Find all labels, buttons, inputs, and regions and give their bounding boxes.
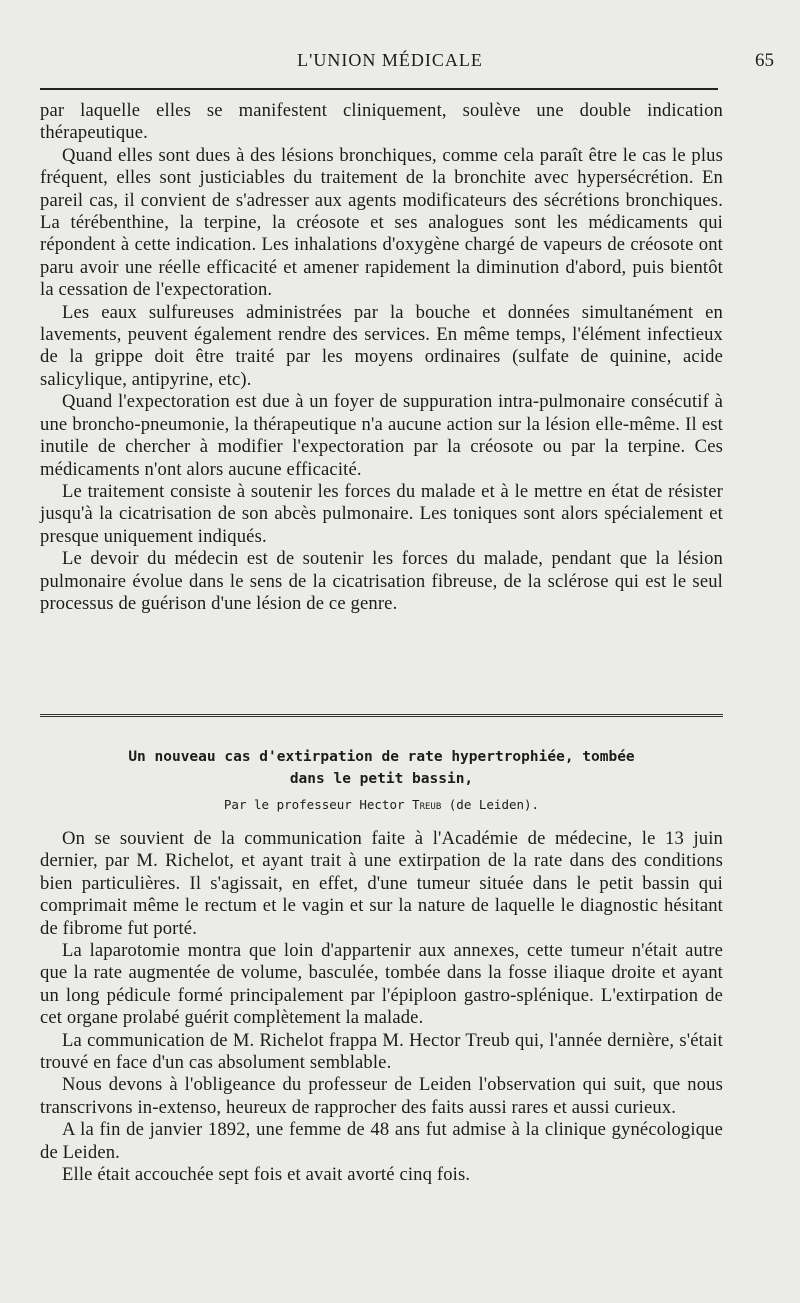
byline-prefix: Par le professeur Hector: [223, 797, 413, 812]
article-title-line-2: dans le petit bassin,: [289, 771, 474, 787]
journal-title: L'UNION MÉDICALE: [297, 50, 483, 70]
author-name: Treub: [412, 797, 442, 812]
running-header: [40, 50, 774, 74]
article-title-line-1: Un nouveau cas d'extirpation de rate hypertrophiée, tombée: [128, 749, 635, 765]
paragraph: Quand elles sont dues à des lésions bronchiques, comme cela paraît être le cas le plus fréquent, elles sont justiciables du traitement de la bronchite avec hypersécrétion. En pareil cas, il convient de s'adresser aux agents modificateurs des sécrétions bronchiques. La térébenthine, la terpine, la créosote et ses analogues sont les médicaments qui répondent à cette indication. Les inhalations d'oxygène chargé de vapeurs de créosote ont paru avoir une réelle efficacité et amener rapidement la diminution d'abord, puis bientôt la cessation de l'expectoration.: [40, 144, 723, 301]
byline-suffix: (de Leiden).: [441, 797, 540, 812]
paragraph: par laquelle elles se manifestent cliniquement, soulève une double indication thérapeutique.: [40, 100, 723, 144]
paragraph: A la fin de janvier 1892, une femme de 48 ans fut admise à la clinique gynécologique de Leiden.: [40, 1119, 723, 1163]
paragraph: Quand l'expectoration est due à un foyer de suppuration intra-pulmonaire consécutif à une broncho-pneumonie, la thérapeutique n'a aucune action sur la lésion elle-même. Il est inutile de chercher à modifier l'expectoration par la créosote ou par la terpine. Ces médicaments n'ont alors aucune efficacité.: [40, 391, 723, 480]
paragraph: Elle était accouchée sept fois et avait avorté cinq fois.: [62, 1164, 471, 1186]
paragraph: La communication de M. Richelot frappa M. Hector Treub qui, l'année dernière, s'était trouvé en face d'un cas absolument semblable.: [40, 1029, 723, 1074]
paragraph: Les eaux sulfureuses administrées par la bouche et données simultanément en lavements, peuvent également rendre des services. En même temps, l'élément infectieux de la grippe doit être traité par les moyens ordinaires (sulfate de quinine, acide salicylique, antipyrine, etc).: [40, 301, 723, 390]
header-rule: [40, 88, 718, 90]
article-title: [40, 746, 723, 790]
page-number: 65: [755, 50, 774, 71]
paragraph: On se souvient de la communication faite à l'Académie de médecine, le 13 juin dernier, par M. Richelot, et ayant trait à une extirpation de la rate dans des conditions bien particulières. Il s'agissait, en effet, d'une tumeur située dans le petit bassin qui comprimait même le rectum et le vagin et sur la nature de laquelle le diagnostic hésitant de fibrome fut porté.: [40, 828, 723, 939]
paragraph: Nous devons à l'obligeance du professeur de Leiden l'observation qui suit, que nous transcrivons in-extenso, heureux de rapprocher des faits aussi rares et aussi curieux.: [40, 1074, 723, 1118]
paragraph: Le traitement consiste à soutenir les forces du malade et à le mettre en état de résister jusqu'à la cicatrisation de son abcès pulmonaire. Les toniques sont alors spécialement et presque uniquement indiqués.: [40, 480, 723, 547]
paragraph: Le devoir du médecin est de soutenir les forces du malade, pendant que la lésion pulmonaire évolue dans le sens de la cicatrisation fibreuse, de la sclérose qui est le seul processus de guérison d'une lésion de ce genre.: [40, 548, 723, 614]
section-1-text: [40, 100, 723, 615]
paragraph: La laparotomie montra que loin d'appartenir aux annexes, cette tumeur n'était autre que la rate augmentée de volume, basculée, tombée dans la fosse iliaque droite et ayant un long pédicule formé principalement par l'épiploon gastro-splénique. L'extirpation de cet organe prolabé guérit complètement la malade.: [40, 940, 723, 1029]
section-2-text: [40, 828, 723, 1187]
section-separator: [40, 714, 723, 719]
article-byline: [40, 796, 723, 814]
